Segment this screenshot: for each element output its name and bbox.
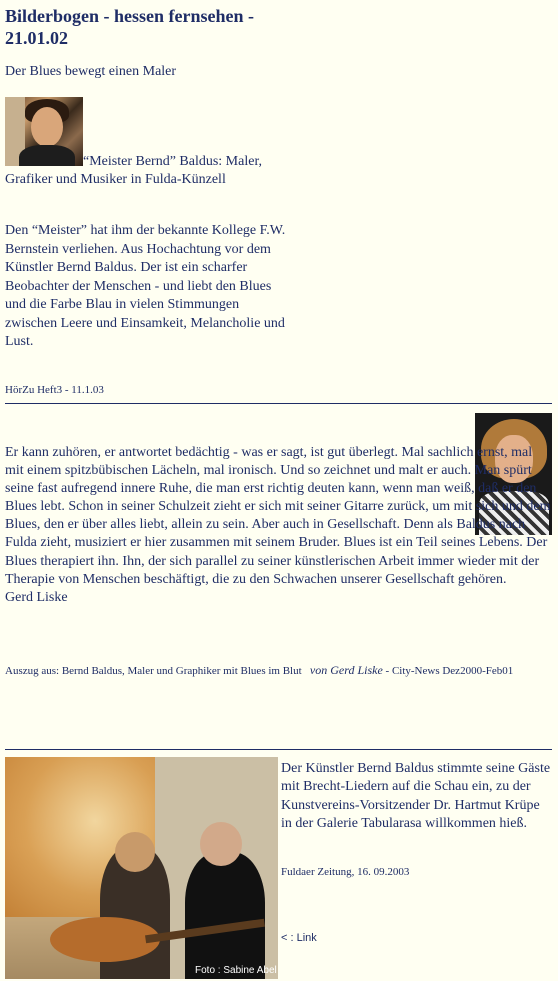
divider [5, 749, 552, 750]
source-publication: - City-News Dez2000-Feb01 [382, 665, 514, 677]
article-source: HörZu Heft3 - 11.1.03 [5, 384, 104, 396]
divider [5, 403, 552, 404]
source-title: Auszug aus: Bernd Baldus, Maler und Graphiker mit Blues im Blut [5, 665, 302, 677]
article-paragraph [5, 444, 553, 607]
page-title: Bilderbogen - hessen fernsehen - 21.01.02 [5, 6, 254, 48]
source-byline: von Gerd Liske [309, 663, 383, 677]
article-author: Gerd Liske [5, 589, 68, 605]
photo-caption: Der Künstler Bernd Baldus stimmte seine Gäste mit Brecht-Liedern auf die Schau ein, zu der Kunstvereins-Vorsitzender Dr. Hartmut Krüpe in der Galerie Tabularasa willkommen hieß. [281, 761, 551, 831]
photo-credit: Foto : Sabine Abel [195, 965, 277, 976]
article-source [5, 663, 535, 678]
back-link[interactable]: < : Link [281, 932, 317, 944]
article-source: Fuldaer Zeitung, 16. 09.2003 [281, 866, 410, 878]
photo-caption: “Meister Bernd” Baldus: Maler, Grafiker und Musiker in Fulda-Künzell [5, 154, 263, 187]
article-body: Er kann zuhören, er antwortet bedächtig - was er sagt, ist gut überlegt. Mal sachlich ernst, mal mit einem spitzbübischen Lächeln, mal ironisch. Und so zeichnet und malt er auch. Man spürt seine fast aufregend innere Ruhe, die man erst richtig deuten kann, wenn man weiß, daß er den Blues lebt. Schon in seiner Schulzeit zieht er sich mit seiner Gitarre zurück, um mit sich und dem Blues, den er über alles liebt, allein zu sein. Aber auch in Gesellschaft. Denn als Baldus nach Fulda zieht, musiziert er hier zusammen mit seinem Bruder. Blues ist ein Teil seines Lebens. Der Blues therapiert ihn. Ihn, der sich parallel zu seiner künstlerischen Arbeit immer wieder mit der Therapie von Menschen beschäftigt, die zu den Schwachen unserer Gesellschaft gehören. [5, 445, 551, 587]
article-paragraph: Den “Meister” hat ihm der bekannte Kollege F.W. Bernstein verliehen. Aus Hochachtung vor dem Künstler Bernd Baldus. Der ist ein scharfer Beobachter der Menschen - und liebt den Blues und die Farbe Blau in vielen Stimmungen zwischen Leere und Einsamkeit, Melancholie und Lust. [5, 223, 286, 349]
page-subtitle: Der Blues bewegt einen Maler [5, 64, 177, 79]
concert-photo-icon [5, 757, 278, 979]
